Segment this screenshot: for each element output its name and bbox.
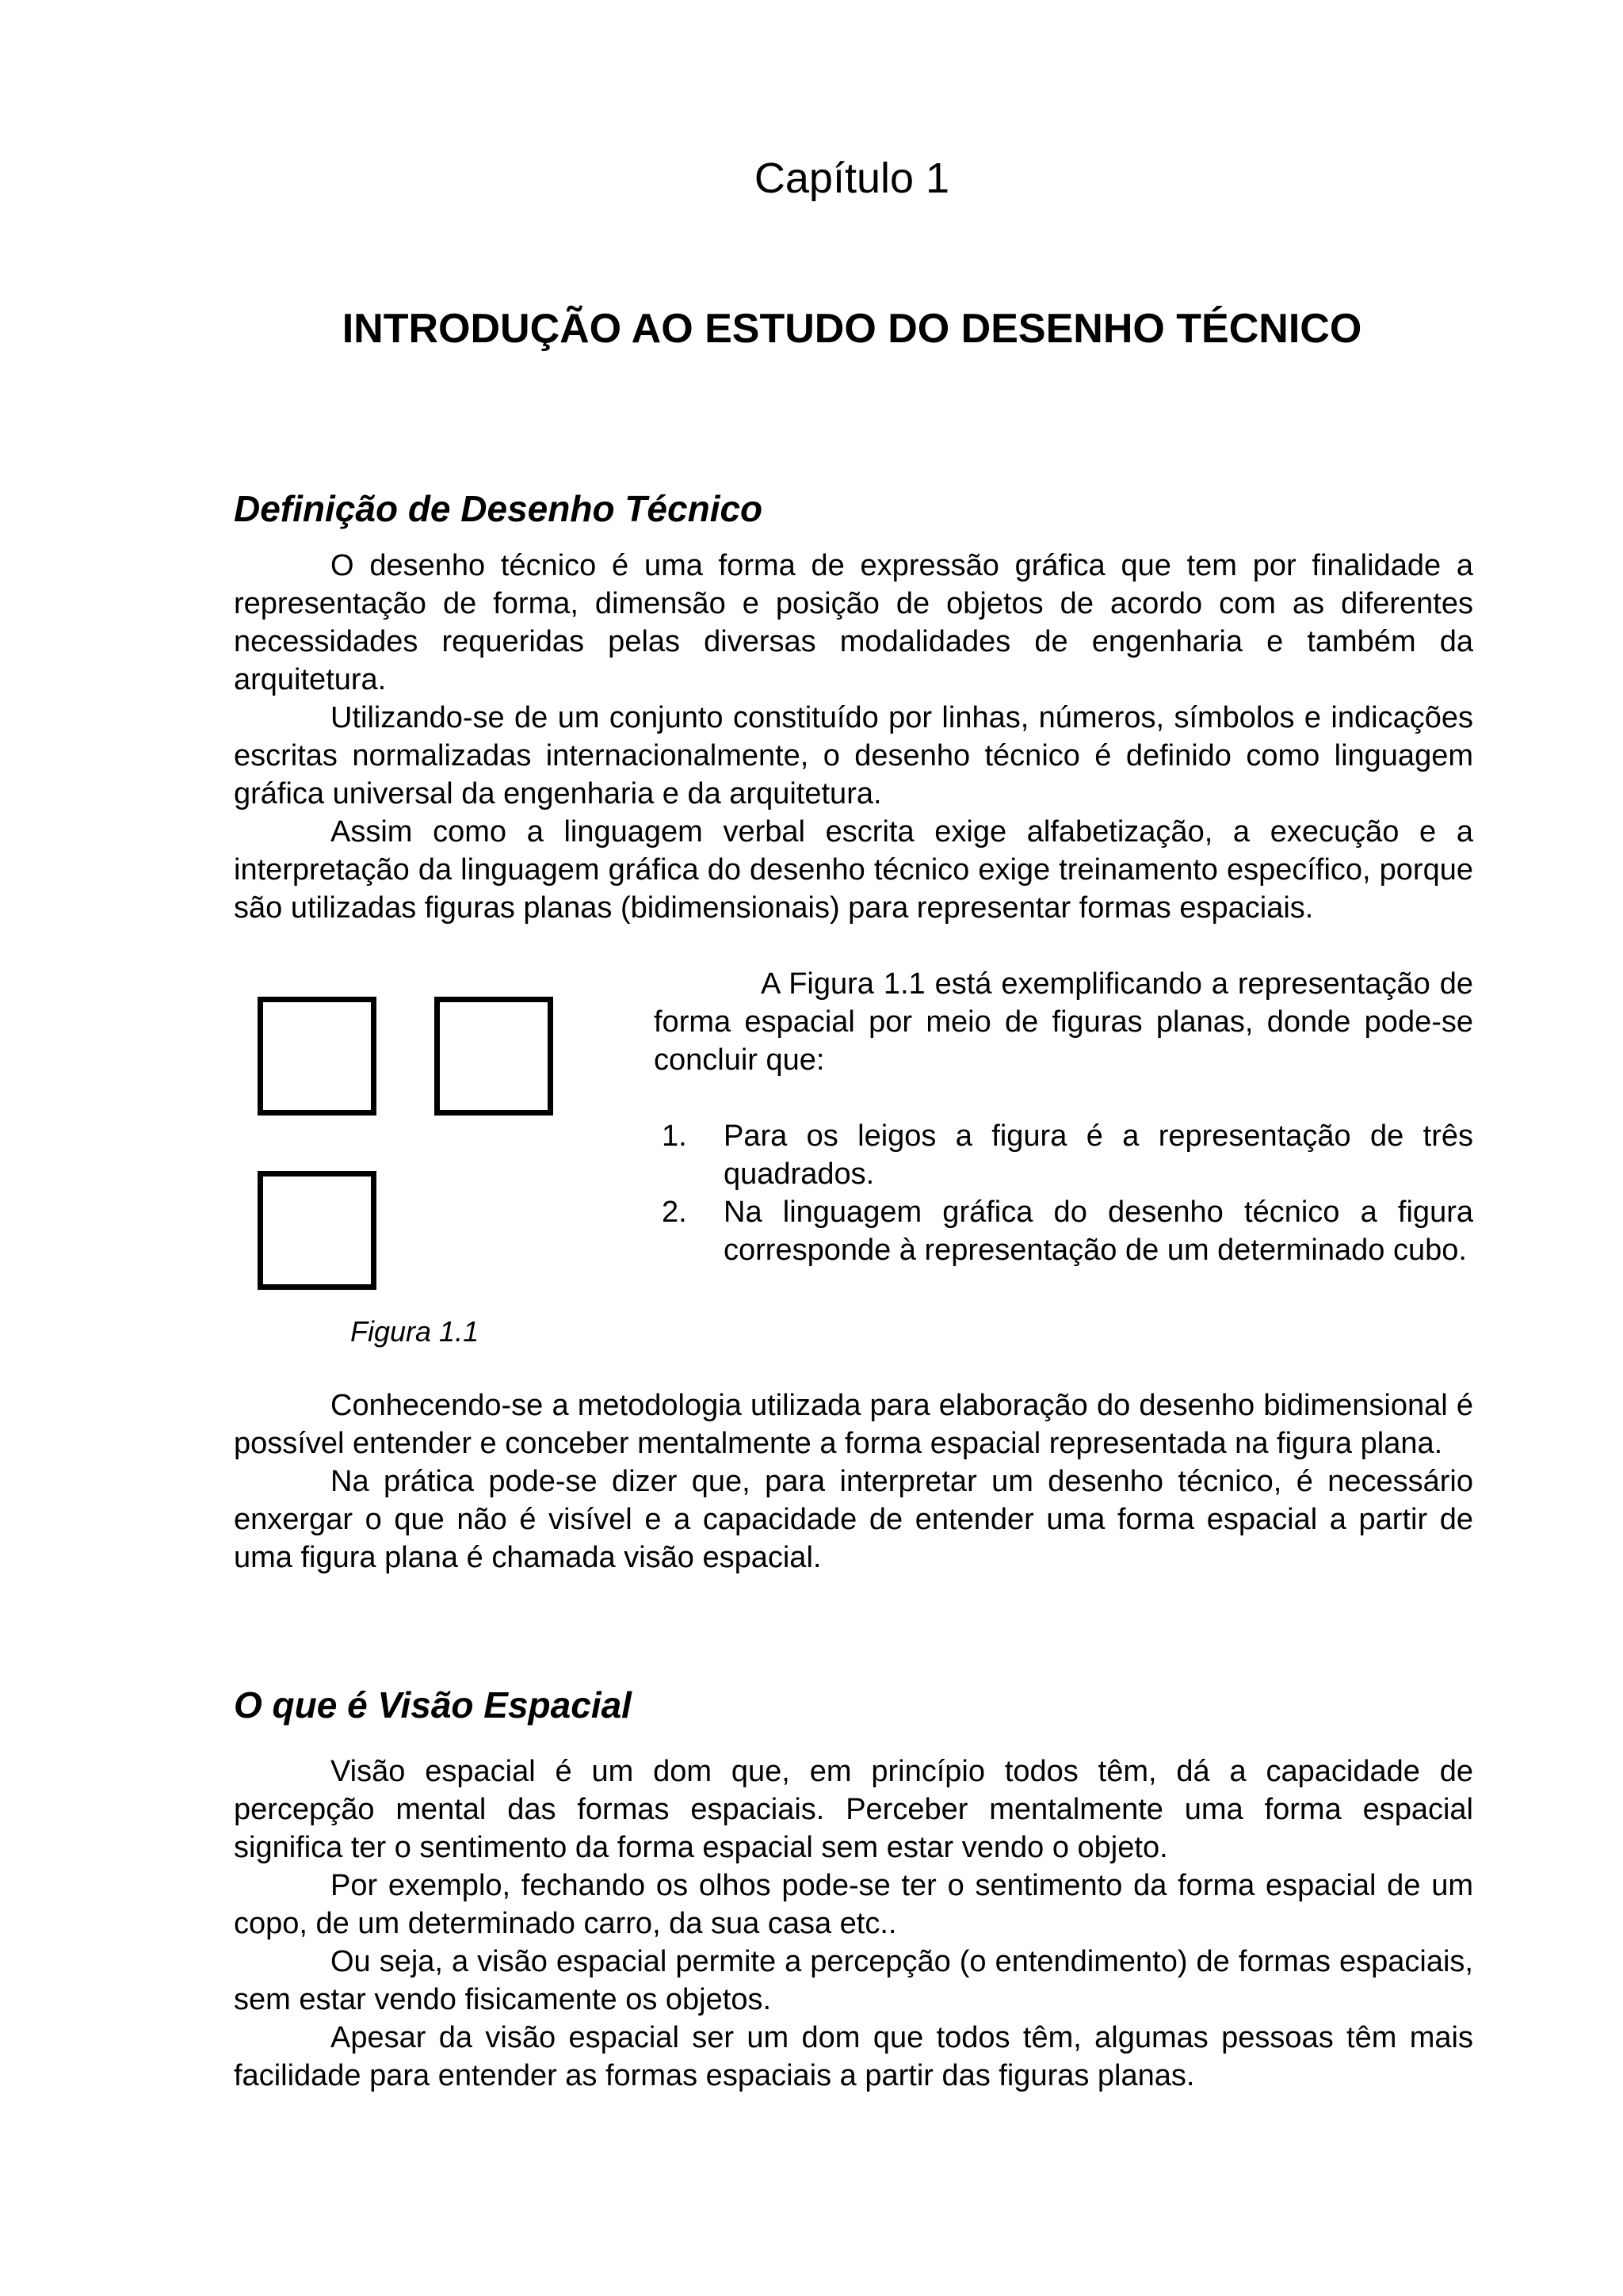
chapter-title: INTRODUÇÃO AO ESTUDO DO DESENHO TÉCNICO xyxy=(342,306,1362,352)
paragraph: A Figura 1.1 está exemplificando a representação de forma espacial por meio de figuras planas, donde pode-se concluir que: xyxy=(654,967,1473,1077)
figure-square-bottom-left xyxy=(258,1171,376,1290)
list-number: 1. xyxy=(662,1119,687,1153)
section-heading-spatial-vision: O que é Visão Espacial xyxy=(234,1684,632,1726)
paragraph: O desenho técnico é uma forma de expressão gráfica que tem por finalidade a representação de forma, dimensão e posição de objetos de acordo com as diferentes necessidades requeridas pelas diversas modalidades de engenharia e também da arquitetura. xyxy=(234,549,1473,696)
paragraph: Conhecendo-se a metodologia utilizada para elaboração do desenho bidimensional é possível entender e conceber mentalmente a forma espacial representada na figura plana. xyxy=(234,1389,1473,1460)
spatial-vision-text xyxy=(234,1753,1473,2095)
conclusion-list xyxy=(654,1117,1473,1269)
list-number: 2. xyxy=(662,1196,687,1229)
paragraph: Na prática pode-se dizer que, para interpretar um desenho técnico, é necessário enxergar o que não é visível e a capacidade de entender uma forma espacial a partir de uma figura plana é chamada visão espacial. xyxy=(234,1465,1473,1574)
paragraph: Assim como a linguagem verbal escrita exige alfabetização, a execução e a interpretação da linguagem gráfica do desenho técnico exige treinamento específico, porque são utilizadas figuras planas (bidimensionais) para representar formas espaciais. xyxy=(234,815,1473,925)
figure-square-top-left xyxy=(258,997,376,1116)
chapter-label: Capítulo 1 xyxy=(754,154,950,202)
list-text: Para os leigos a figura é a representação de três quadrados. xyxy=(724,1119,1473,1191)
figure-caption: Figura 1.1 xyxy=(350,1315,479,1348)
paragraph: Visão espacial é um dom que, em princípio todos têm, dá a capacidade de percepção mental das formas espaciais. Perceber mentalmente uma forma espacial significa ter o sentimento da forma espacial sem estar vendo o objeto. xyxy=(234,1755,1473,1864)
post-figure-text xyxy=(234,1386,1473,1577)
definition-text xyxy=(234,547,1473,927)
figure-square-top-right xyxy=(434,997,553,1116)
list-text: Na linguagem gráfica do desenho técnico a figura corresponde à representação de um determinado cubo. xyxy=(724,1196,1473,1267)
list-item xyxy=(654,1193,1473,1269)
paragraph: Ou seja, a visão espacial permite a percepção (o entendimento) de formas espaciais, sem estar vendo fisicamente os objetos. xyxy=(234,1945,1473,2016)
figure-intro xyxy=(654,965,1473,1079)
section-heading-definition: Definição de Desenho Técnico xyxy=(234,488,763,529)
paragraph: Por exemplo, fechando os olhos pode-se ter o sentimento da forma espacial de um copo, de um determinado carro, da sua casa etc.. xyxy=(234,1869,1473,1940)
list-item xyxy=(654,1117,1473,1193)
paragraph: Apesar da visão espacial ser um dom que todos têm, algumas pessoas têm mais facilidade para entender as formas espaciais a partir das figuras planas. xyxy=(234,2021,1473,2092)
paragraph: Utilizando-se de um conjunto constituído por linhas, números, símbolos e indicações escritas normalizadas internacionalmente, o desenho técnico é definido como linguagem gráfica universal da engenharia e da arquitetura. xyxy=(234,701,1473,810)
